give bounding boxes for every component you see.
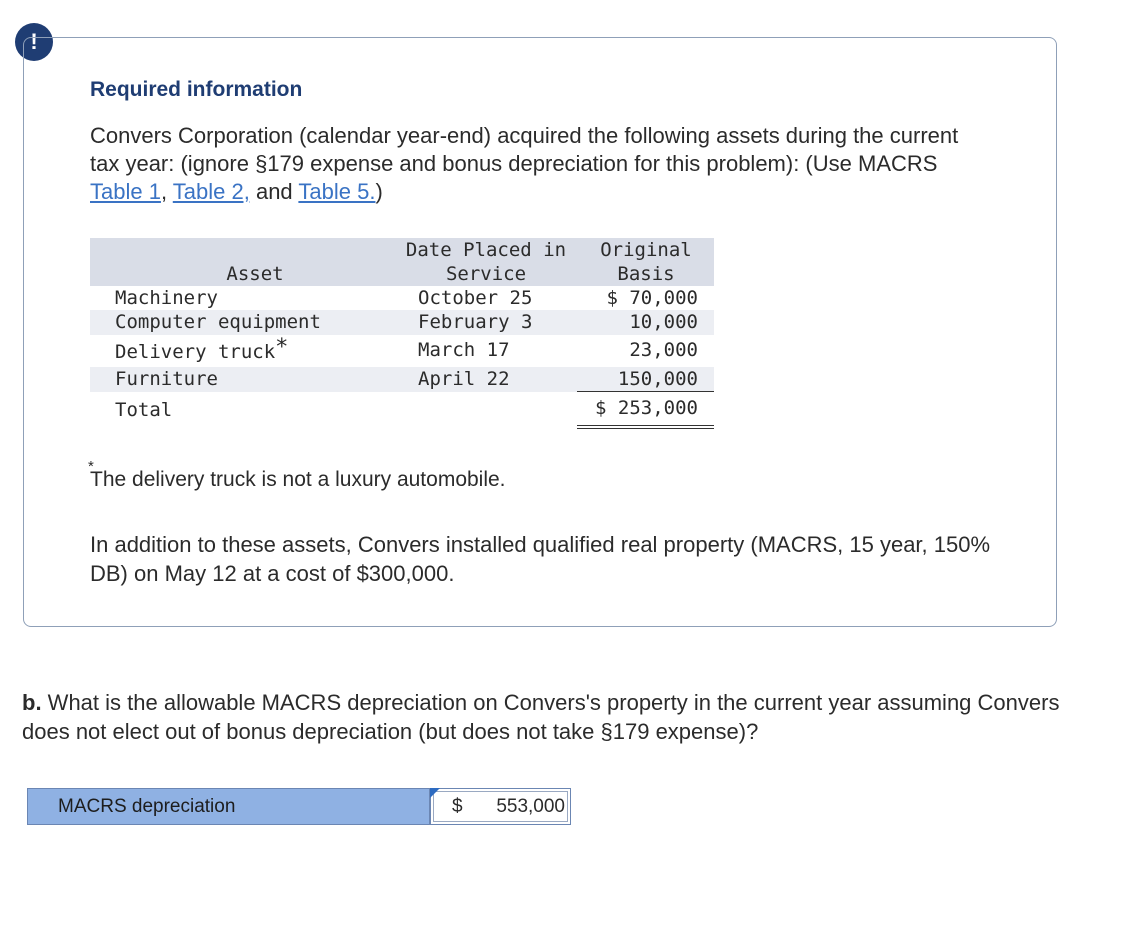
table-row-date: March 17	[418, 339, 510, 361]
table-row-date: October 25	[418, 287, 533, 309]
table-row-basis: $ 70,000	[606, 287, 698, 309]
total-double-rule-top	[577, 425, 714, 426]
total-basis: $ 253,000	[595, 397, 698, 419]
intro-text: Convers Corporation (calendar year-end) acquired the following assets during the current tax year: (ignore §179 expense and bonus depreciation for this problem): (Use MACRS	[90, 123, 959, 176]
header-asset: Asset	[226, 263, 284, 285]
header-date-line2: Service	[445, 263, 527, 285]
table-1-link[interactable]: Table 1	[90, 179, 161, 204]
footnote-text: The delivery truck is not a luxury automobile.	[90, 468, 506, 491]
header-basis-line2: Basis	[617, 263, 675, 285]
subtotal-rule	[577, 391, 714, 392]
answer-currency: $	[452, 796, 463, 817]
answer-flag-icon	[430, 788, 440, 798]
table-row-date: February 3	[418, 311, 533, 333]
total-label: Total	[115, 399, 173, 421]
answer-label: MACRS depreciation	[58, 796, 236, 817]
table-row-basis: 23,000	[629, 339, 698, 361]
header-date-line1: Date Placed in	[405, 239, 567, 261]
intro-paragraph: Convers Corporation (calendar year-end) acquired the following assets during the current tax year: (ignore §179 expense and bonus depreciation for this problem): (Use MACRS Table 1, Table 2, and Table 5.)	[90, 123, 959, 204]
table-row-basis: 150,000	[617, 368, 698, 390]
alert-icon: !	[15, 23, 53, 61]
required-info-title: Required information	[90, 78, 303, 101]
table-5-link[interactable]: Table 5.	[298, 179, 376, 204]
question-text: b. What is the allowable MACRS depreciation on Convers's property in the current year assuming Convers does not elect out of bonus depreciation (but does not take §179 expense)?	[22, 690, 1060, 744]
question-label: b.	[22, 690, 42, 715]
table-row-asset: Machinery	[115, 287, 218, 309]
header-basis-line1: Original	[600, 239, 692, 261]
table-row-date: April 22	[418, 368, 510, 390]
table-2-link[interactable]: Table 2,	[172, 179, 250, 204]
answer-value[interactable]: 553,000	[496, 796, 565, 817]
table-row-asset: Computer equipment	[115, 311, 321, 333]
footnote-marker: *	[275, 335, 289, 360]
table-row-asset: Delivery truck*	[115, 335, 289, 363]
table-row-basis: 10,000	[629, 311, 698, 333]
additional-info-text: In addition to these assets, Convers installed qualified real property (MACRS, 15 year, 150% DB) on May 12 at a cost of $300,000.	[90, 532, 991, 586]
total-double-rule-bottom	[577, 428, 714, 429]
table-row-asset: Furniture	[115, 368, 218, 390]
footnote-asterisk: *	[88, 458, 94, 475]
